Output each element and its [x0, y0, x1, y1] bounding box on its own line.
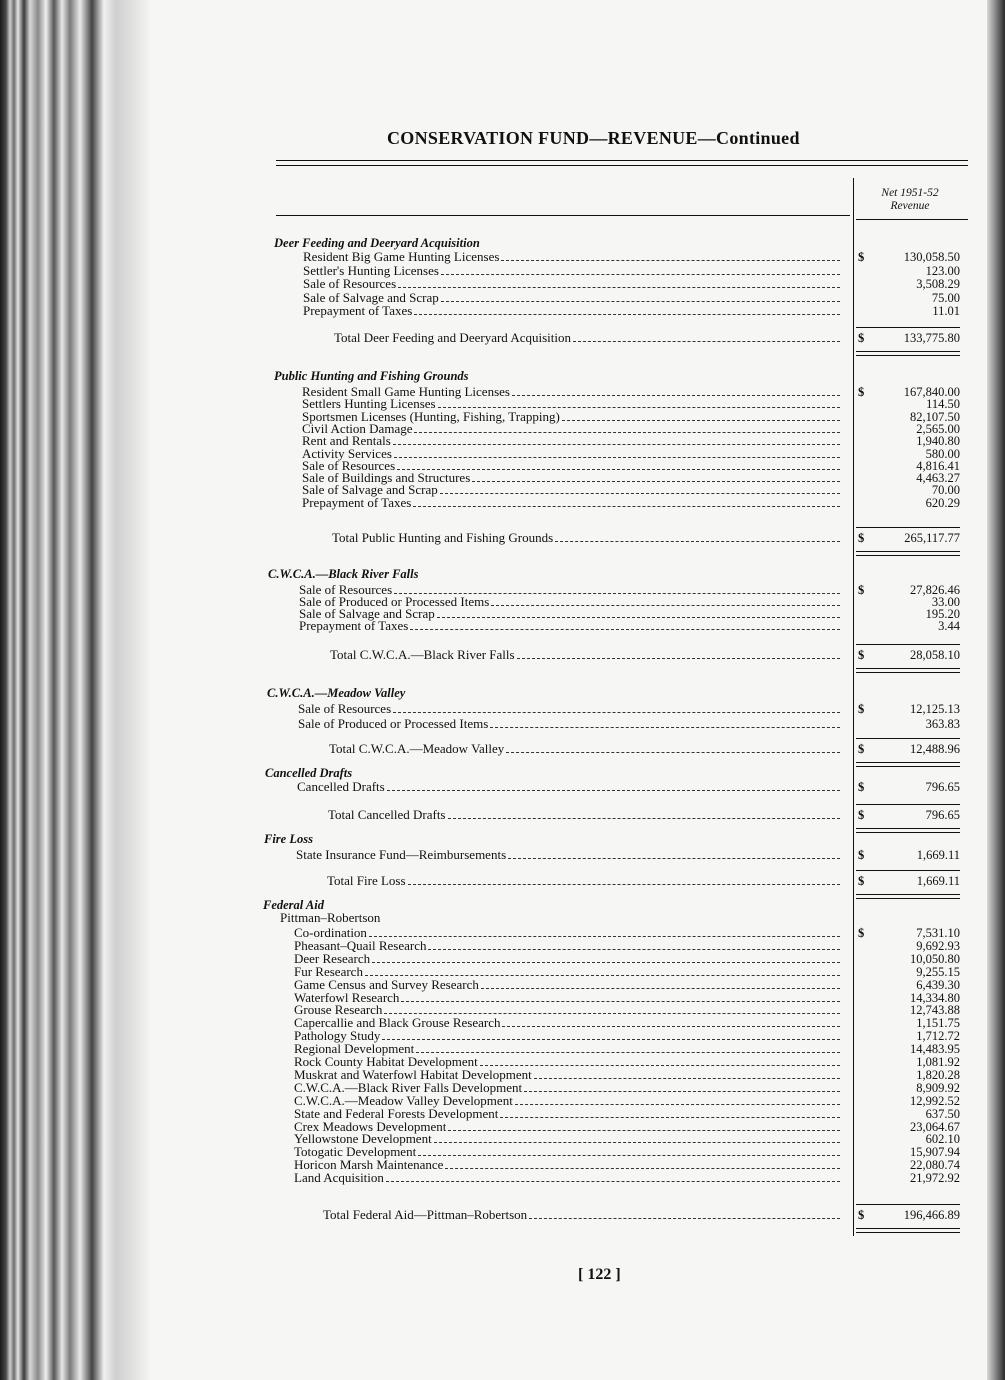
title-rule — [276, 160, 968, 166]
section-heading: Deer Feeding and Deeryard Acquisition — [274, 236, 480, 250]
dot-leader — [440, 493, 840, 494]
total-rule — [856, 762, 960, 767]
line-item — [294, 1068, 842, 1081]
amount: 12,125.13 — [910, 702, 960, 716]
amount: 22,080.74 — [910, 1158, 960, 1173]
dot-leader — [491, 605, 840, 606]
amount: 70.00 — [931, 483, 960, 498]
amount: 620.29 — [925, 495, 960, 510]
total-rule — [856, 668, 960, 673]
dot-leader — [448, 818, 841, 819]
dot-leader — [562, 420, 840, 421]
line-item — [294, 1171, 842, 1184]
amount: 1,081.92 — [916, 1055, 960, 1069]
dot-leader — [384, 1013, 840, 1014]
line-item-label: Muskrat and Waterfowl Habitat Development — [294, 1066, 532, 1082]
line-item — [303, 250, 842, 263]
amount: 167,840.00 — [903, 385, 960, 399]
total-rule — [856, 738, 960, 739]
amount: 796.65 — [925, 808, 960, 822]
line-item-label: State Insurance Fund—Reimbursements — [296, 847, 507, 862]
section-heading: C.W.C.A.—Black River Falls — [268, 567, 419, 581]
line-item-label: Total C.W.C.A.—Meadow Valley — [329, 741, 505, 756]
line-item — [294, 978, 842, 991]
dollar-sign: $ — [858, 250, 865, 264]
dot-leader — [472, 481, 840, 482]
dot-leader — [428, 949, 840, 950]
dot-leader — [386, 1181, 840, 1182]
dot-leader — [480, 1065, 840, 1066]
amount: 23,064.67 — [910, 1119, 960, 1134]
amount: 4,463.27 — [916, 471, 960, 486]
amount: 3.44 — [938, 619, 960, 633]
dot-leader — [534, 1078, 840, 1079]
amount: 14,483.95 — [910, 1042, 960, 1057]
dot-leader — [441, 301, 840, 302]
line-item-label: Resident Small Game Hunting Licenses — [302, 384, 510, 399]
amount: 1,669.11 — [916, 874, 960, 888]
line-item-label: Settlers Hunting Licenses — [302, 396, 436, 412]
page-number: [ 122 ] — [578, 1266, 621, 1283]
line-item-label: Total Cancelled Drafts — [328, 807, 446, 822]
amount: 6,439.30 — [916, 977, 960, 992]
line-item-label: C.W.C.A.—Meadow Valley Development — [294, 1092, 513, 1108]
amount: 3,508.29 — [916, 277, 960, 291]
dot-leader — [506, 752, 840, 753]
dot-leader — [524, 1091, 840, 1092]
total-rule — [856, 327, 960, 328]
dollar-sign: $ — [858, 926, 865, 940]
line-item — [296, 848, 842, 861]
dot-leader — [501, 260, 840, 261]
dollar-sign: $ — [858, 583, 865, 597]
line-item — [299, 619, 842, 632]
line-item-label: Game Census and Survey Research — [294, 976, 479, 992]
line-item-label: Sale of Resources — [299, 582, 393, 597]
dot-leader — [414, 314, 840, 315]
amount: 130,058.50 — [903, 250, 960, 264]
line-item — [302, 496, 842, 509]
amount: 1,712.72 — [916, 1029, 960, 1044]
line-item-label: Civil Action Damage — [302, 420, 413, 436]
dot-leader — [517, 658, 840, 659]
dot-leader — [394, 457, 840, 458]
amount: 796.65 — [925, 780, 960, 794]
dot-leader — [481, 988, 840, 989]
line-item — [294, 1094, 842, 1107]
dot-leader — [448, 1130, 840, 1131]
line-item — [303, 304, 842, 317]
line-item-label: Total C.W.C.A.—Black River Falls — [330, 647, 515, 662]
book-spine-edge — [0, 0, 150, 1380]
page-title: CONSERVATION FUND—REVENUE—Continued — [387, 128, 800, 148]
line-item-label: Prepayment of Taxes — [303, 303, 413, 318]
line-item-label: Total Public Hunting and Fishing Grounds — [332, 530, 554, 545]
line-item-label: Sale of Resources — [303, 276, 397, 291]
line-item-label: Sale of Resources — [298, 701, 392, 716]
amount: 133,775.80 — [903, 331, 960, 345]
dot-leader — [437, 617, 840, 618]
total-rule — [856, 1228, 960, 1233]
total-rule — [856, 351, 960, 356]
line-item-label: Sportsmen Licenses (Hunting, Fishing, Trapping) — [302, 408, 560, 424]
amount: 265,117.77 — [904, 531, 960, 545]
section-heading: Public Hunting and Fishing Grounds — [274, 369, 469, 383]
amount: 27,826.46 — [910, 583, 960, 597]
amount: 9,255.15 — [916, 964, 960, 979]
dollar-sign: $ — [858, 702, 865, 716]
line-item-label: Fur Research — [294, 963, 363, 979]
amount: 4,816.41 — [916, 458, 960, 473]
amount: 82,107.50 — [910, 409, 960, 424]
line-item — [298, 717, 842, 730]
total-rule — [856, 894, 960, 899]
line-item-label: Yellowstone Development — [294, 1131, 432, 1147]
line-item-label: Resident Big Game Hunting Licenses — [303, 249, 500, 264]
amount: 11.01 — [932, 304, 960, 318]
amount: 637.50 — [925, 1106, 960, 1121]
line-item-label: Pathology Study — [294, 1028, 381, 1044]
dot-leader — [512, 395, 840, 396]
amount: 15,907.94 — [910, 1145, 960, 1160]
dot-leader — [508, 858, 840, 859]
line-item-label: C.W.C.A.—Black River Falls Development — [294, 1079, 523, 1095]
amount: 28,058.10 — [910, 648, 960, 662]
line-item-label: Capercallie and Black Grouse Research — [294, 1015, 501, 1031]
line-item-label: Grouse Research — [294, 1002, 383, 1018]
line-item — [303, 291, 842, 304]
dollar-sign: $ — [858, 331, 865, 345]
amount: 1,151.75 — [916, 1016, 960, 1031]
amount: 363.83 — [925, 716, 960, 731]
dot-leader — [500, 1117, 840, 1118]
line-item — [297, 780, 842, 793]
column-header — [860, 187, 960, 213]
line-item-label: Regional Development — [294, 1041, 415, 1057]
dot-leader — [529, 1218, 840, 1219]
total-rule — [856, 644, 960, 645]
total-rule — [856, 1204, 960, 1205]
dot-leader — [573, 341, 840, 342]
dollar-sign: $ — [858, 874, 865, 888]
dollar-sign: $ — [858, 648, 865, 662]
amount: 123.00 — [925, 263, 960, 278]
line-item-label: Deer Research — [294, 950, 371, 966]
amount: 8,909.92 — [916, 1080, 960, 1095]
amount: 1,669.11 — [916, 848, 960, 862]
line-item-label: Pheasant–Quail Research — [294, 937, 427, 953]
line-item — [294, 939, 842, 952]
amount: 195.20 — [925, 607, 960, 621]
line-item-label: Cancelled Drafts — [297, 779, 385, 794]
dollar-sign: $ — [858, 742, 865, 756]
amount: 2,565.00 — [916, 421, 960, 436]
dot-leader — [387, 790, 840, 791]
dot-leader — [382, 1039, 840, 1040]
dot-leader — [416, 1052, 840, 1053]
dot-leader — [369, 936, 840, 937]
line-item-label: Total Federal Aid—Pittman–Robertson — [323, 1207, 528, 1222]
line-item — [294, 1081, 842, 1094]
colhead-rule — [856, 219, 968, 220]
amount: 33.00 — [931, 595, 960, 609]
total-rule — [856, 804, 960, 805]
dot-leader — [441, 274, 840, 275]
amount: 12,488.96 — [910, 742, 960, 756]
total-rule — [856, 527, 960, 528]
section-heading: Fire Loss — [264, 832, 313, 846]
amount: 196,466.89 — [903, 1208, 960, 1222]
dot-leader — [418, 1155, 840, 1156]
amount: 10,050.80 — [910, 951, 960, 966]
line-item-label: Sale of Salvage and Scrap — [302, 482, 438, 498]
section-subheading: Pittman–Robertson — [280, 910, 381, 925]
line-item-label: Activity Services — [302, 445, 392, 461]
amount: 1,940.80 — [916, 434, 960, 449]
total-row — [328, 808, 842, 821]
section-heading: Cancelled Drafts — [265, 766, 353, 780]
dot-leader — [502, 1026, 840, 1027]
section-heading: Federal Aid — [263, 898, 324, 912]
line-item — [303, 277, 842, 290]
dot-leader — [393, 444, 840, 445]
amount: 9,692.93 — [916, 938, 960, 953]
line-item-label: Co-ordination — [294, 925, 367, 940]
line-item-label: Crex Meadows Development — [294, 1118, 447, 1134]
total-row — [323, 1208, 842, 1221]
line-item-label: State and Federal Forests Development — [294, 1105, 499, 1121]
line-item-label: Total Fire Loss — [327, 873, 406, 888]
total-rule — [856, 551, 960, 556]
line-item-label: Settler's Hunting Licenses — [303, 262, 439, 278]
dot-leader — [445, 1168, 840, 1169]
amount: 7,531.10 — [916, 926, 960, 940]
book-right-edge — [987, 0, 1005, 1380]
amount: 75.00 — [931, 290, 960, 305]
dollar-sign: $ — [858, 808, 865, 822]
amount: 21,972.92 — [910, 1171, 960, 1186]
line-item — [298, 702, 842, 715]
line-item-label: Sale of Salvage and Scrap — [299, 606, 435, 621]
section-heading: C.W.C.A.—Meadow Valley — [267, 686, 406, 700]
total-rule — [856, 870, 960, 871]
line-item-label: Sale of Salvage and Scrap — [303, 289, 439, 305]
total-row — [330, 648, 842, 661]
amount: 1,820.28 — [916, 1067, 960, 1082]
amount: 580.00 — [925, 446, 960, 461]
amount: 114.50 — [926, 397, 960, 412]
dot-leader — [555, 541, 840, 542]
header-rule — [276, 215, 850, 216]
dot-leader — [408, 884, 840, 885]
dot-leader — [372, 962, 840, 963]
line-item-label: Sale of Produced or Processed Items — [299, 594, 490, 609]
amount: 12,743.88 — [910, 1003, 960, 1018]
total-row — [327, 874, 842, 887]
line-item — [303, 264, 842, 277]
column-header-line-1: Net 1951-52 — [881, 187, 939, 199]
line-item — [294, 1107, 842, 1120]
dollar-sign: $ — [858, 780, 865, 794]
amount: 602.10 — [925, 1132, 960, 1147]
dot-leader — [414, 432, 840, 433]
dot-leader — [515, 1104, 840, 1105]
line-item-label: Total Deer Feeding and Deeryard Acquisition — [334, 330, 571, 345]
line-item-label: Totogatic Development — [294, 1144, 417, 1160]
dot-leader — [410, 629, 840, 630]
dollar-sign: $ — [858, 385, 865, 399]
amount: 12,992.52 — [910, 1093, 960, 1108]
line-item-label: Prepayment of Taxes — [299, 618, 409, 633]
dot-leader — [434, 1142, 840, 1143]
line-item-label: Land Acquisition — [294, 1170, 384, 1186]
column-header-line-2: Revenue — [890, 200, 930, 212]
dot-leader — [413, 506, 840, 507]
line-item-label: Horicon Marsh Maintenance — [294, 1157, 444, 1173]
dot-leader — [490, 727, 840, 728]
line-item — [294, 952, 842, 965]
line-item-label: Sale of Buildings and Structures — [302, 470, 471, 486]
total-rule — [856, 828, 960, 833]
dollar-sign: $ — [858, 1208, 865, 1222]
total-row — [332, 531, 842, 544]
dot-leader — [393, 712, 840, 713]
total-row — [334, 331, 842, 344]
line-item-label: Rent and Rentals — [302, 433, 391, 449]
total-row — [329, 742, 842, 755]
line-item-label: Rock County Habitat Development — [294, 1054, 478, 1069]
line-item — [294, 965, 842, 978]
column-divider — [853, 178, 854, 1236]
dot-leader — [398, 287, 840, 288]
line-item-label: Sale of Resources — [302, 457, 396, 473]
dollar-sign: $ — [858, 848, 865, 862]
line-item-label: Waterfowl Research — [294, 989, 400, 1005]
line-item-label: Prepayment of Taxes — [302, 494, 412, 510]
dot-leader — [365, 975, 840, 976]
dollar-sign: $ — [858, 531, 865, 545]
amount: 14,334.80 — [910, 990, 960, 1005]
dot-leader — [401, 1001, 840, 1002]
line-item-label: Sale of Produced or Processed Items — [298, 715, 489, 731]
